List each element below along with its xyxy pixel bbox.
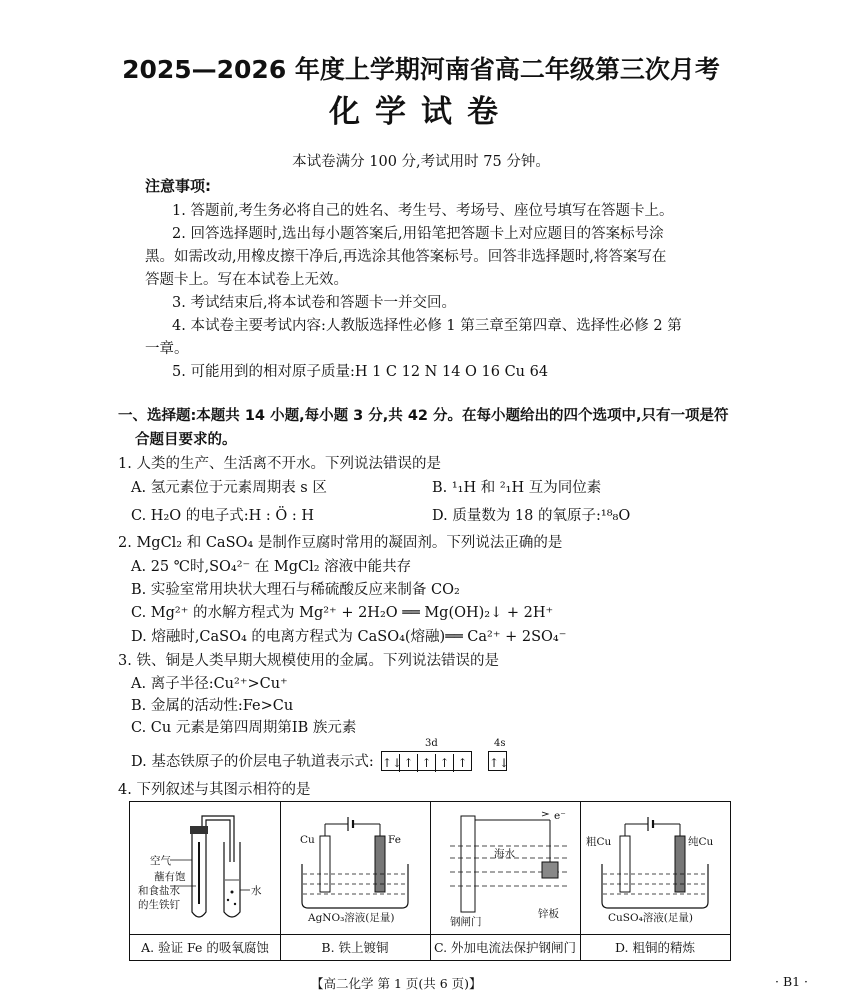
note-line: 3. 考试结束后,将本试卷和答题卡一并交回。: [172, 295, 457, 311]
q1-option-d: D. 质量数为 18 的氧原子:¹⁸₈O: [432, 508, 631, 524]
q1-option-b: B. ¹₁H 和 ²₁H 互为同位素: [432, 480, 602, 496]
page-code: · B1 ·: [775, 974, 809, 989]
q2-option-d: D. 熔融时,CaSO₄ 的电离方程式为 CaSO₄(熔融)══ Ca²⁺ + 2SO₄⁻: [131, 629, 567, 645]
q4-stem: 4. 下列叙述与其图示相符的是: [118, 782, 311, 798]
q1-option-a: A. 氢元素位于元素周期表 s 区: [131, 480, 327, 496]
orbital-box: ↑: [400, 754, 418, 772]
orbital-3d-label: 3d: [425, 738, 438, 749]
orbital-box: ↑: [457, 755, 468, 770]
label-zinc-plate: 锌板: [538, 908, 559, 920]
q2-option-a: A. 25 ℃时,SO₄²⁻ 在 MgCl₂ 溶液中能共存: [131, 559, 412, 575]
panel-a-caption: A. 验证 Fe 的吸氧腐蚀: [130, 934, 280, 961]
label-cuso4: CuSO₄溶液(足量): [608, 912, 693, 924]
q3-option-b: B. 金属的活动性:Fe>Cu: [131, 698, 294, 714]
q2-stem: 2. MgCl₂ 和 CaSO₄ 是制作豆腐时常用的凝固剂。下列说法正确的是: [118, 535, 563, 551]
section-heading: 一、选择题:本题共 14 小题,每小题 3 分,共 42 分。在每小题给出的四个选项中,只有一项是符: [118, 408, 729, 424]
note-line: 5. 可能用到的相对原子质量:H 1 C 12 N 14 O 16 Cu 64: [172, 364, 549, 380]
panel-a: [130, 802, 281, 960]
note-line: 一章。: [145, 341, 189, 357]
q4-figure: [129, 801, 731, 961]
subject-title: 化学试卷: [329, 94, 513, 130]
q3-option-c: C. Cu 元素是第四周期第ⅠB 族元素: [131, 720, 357, 736]
section-heading-cont: 合题目要求的。: [135, 432, 237, 448]
orbital-4s-label: 4s: [494, 738, 506, 749]
orbital-diagram-3d: [381, 750, 472, 771]
label-pure-cu: 纯Cu: [688, 836, 714, 848]
orbital-box: ↑: [418, 754, 436, 772]
q2-option-b: B. 实验室常用块状大理石与稀硫酸反应来制备 CO₂: [131, 582, 460, 598]
q3-option-a: A. 离子半径:Cu²⁺>Cu⁺: [131, 676, 288, 692]
label-steel-gate: 钢闸门: [450, 916, 482, 928]
exam-title: 2025—2026 年度上学期河南省高二年级第三次月考: [122, 55, 720, 84]
notes-heading: 注意事项:: [145, 177, 211, 195]
label-solution: AgNO₃溶液(足量): [308, 912, 395, 924]
q3-stem: 3. 铁、铜是人类早期大规模使用的金属。下列说法错误的是: [118, 653, 499, 669]
label-cu: Cu: [300, 834, 315, 846]
q1-option-c: C. H₂O 的电子式:H : Ö : H: [131, 508, 315, 524]
label-electron: e⁻: [554, 810, 566, 822]
panel-d: [580, 802, 730, 960]
orbital-box: ↑: [436, 754, 454, 772]
label-nail-2: 和食盐水: [138, 885, 180, 897]
panel-d-caption: D. 粗铜的精炼: [580, 934, 730, 961]
note-line: 1. 答题前,考生务必将自己的姓名、考生号、考场号、座位号填写在答题卡上。: [172, 203, 674, 219]
q3-option-d: D. 基态铁原子的价层电子轨道表示式:: [131, 754, 374, 770]
label-fe: Fe: [388, 834, 401, 846]
panel-c: [430, 802, 581, 960]
label-nail-3: 的生铁钉: [138, 899, 180, 911]
panel-b-caption: B. 铁上镀铜: [280, 934, 430, 961]
rusting-apparatus-drawing: [130, 802, 280, 934]
note-line: 答题卡上。写在本试卷上无效。: [145, 272, 348, 288]
note-line: 2. 回答选择题时,选出每小题答案后,用铅笔把答题卡上对应题目的答案标号涂: [172, 226, 664, 242]
label-nail-1: 蘸有饱: [154, 871, 186, 883]
orbital-box: ↑↓: [382, 755, 403, 770]
label-air: 空气: [150, 855, 171, 867]
page-footer: 【高二化学 第 1 页(共 6 页)】: [311, 976, 482, 991]
note-line: 黑。如需改动,用橡皮擦干净后,再选涂其他答案标号。回答非选择题时,将答案写在: [145, 249, 667, 265]
note-line: 4. 本试卷主要考试内容:人教版选择性必修 1 第三章至第四章、选择性必修 2 第: [172, 318, 682, 334]
label-crude-cu: 粗Cu: [586, 836, 612, 848]
label-water: 水: [251, 885, 262, 897]
panel-c-caption: C. 外加电流法保护钢闸门: [430, 934, 580, 961]
q2-option-c: C. Mg²⁺ 的水解方程式为 Mg²⁺ + 2H₂O ══ Mg(OH)₂↓ + 2H⁺: [131, 605, 554, 621]
score-note: 本试卷满分 100 分,考试用时 75 分钟。: [292, 154, 550, 170]
panel-b: [280, 802, 431, 960]
orbital-box: ↑↓: [489, 755, 510, 770]
label-seawater: 海水: [494, 848, 515, 860]
orbital-diagram-4s: [488, 750, 510, 771]
q1-stem: 1. 人类的生产、生活离不开水。下列说法错误的是: [118, 456, 441, 472]
